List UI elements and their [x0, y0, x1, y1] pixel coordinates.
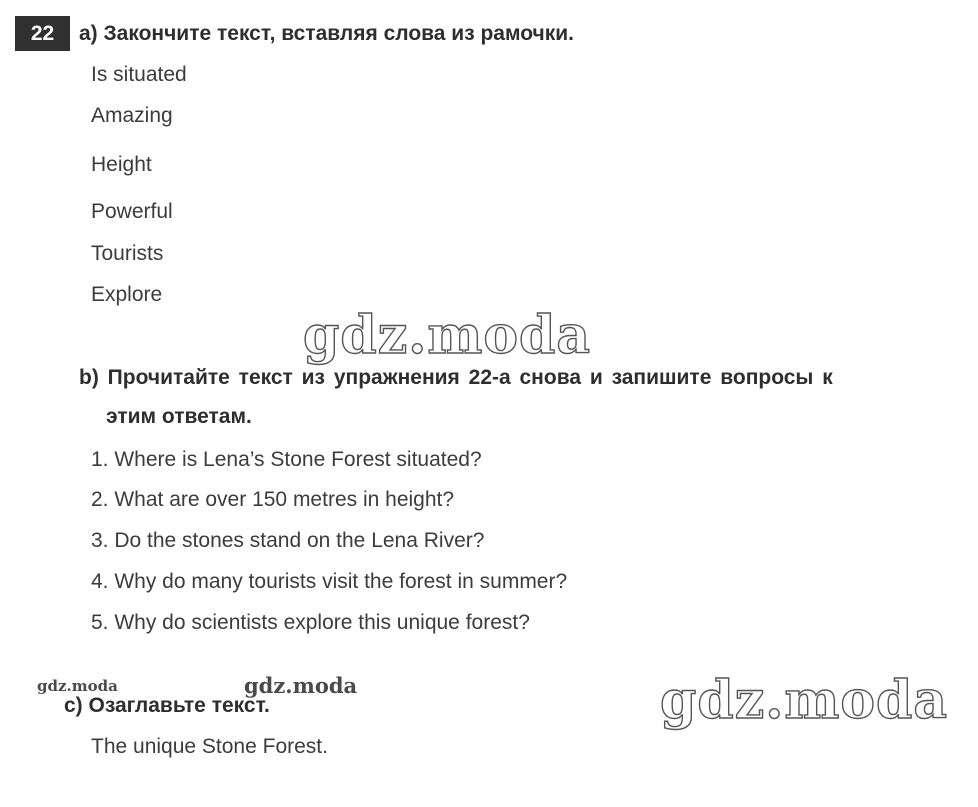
watermark-logo-large: gdz.moda — [660, 670, 949, 731]
part-b-instruction-cont: этим ответам. — [106, 405, 252, 428]
word-item: Powerful — [91, 200, 173, 223]
part-c-answer: The unique Stone Forest. — [91, 735, 328, 758]
word-item: Explore — [91, 283, 163, 306]
question-item: 3. Do the stones stand on the Lena River? — [91, 529, 485, 552]
exercise-number-badge: 22 — [15, 16, 70, 51]
question-item: 4. Why do many tourists visit the forest in summer? — [91, 570, 568, 593]
part-b-instruction: b) Прочитайте текст из упражнения 22-а снова и запишите вопросы к — [79, 366, 833, 389]
question-item: 1. Where is Lena’s Stone Forest situated? — [91, 448, 482, 471]
watermark-logo: gdz.moda — [303, 305, 592, 366]
word-item: Tourists — [91, 242, 164, 265]
part-c-instruction: с) Озаглавьте текст. — [64, 694, 270, 717]
word-item: Is situated — [91, 63, 187, 86]
question-item: 5. Why do scientists explore this unique forest? — [91, 611, 530, 634]
watermark-logo-small: gdz.moda — [37, 677, 118, 695]
question-item: 2. What are over 150 metres in height? — [91, 488, 455, 511]
part-a-instruction: а) Закончите текст, вставляя слова из рамочки. — [79, 22, 574, 45]
word-item: Height — [91, 153, 152, 176]
word-item: Amazing — [91, 104, 173, 127]
watermark-logo-medium: gdz.moda — [244, 673, 358, 698]
